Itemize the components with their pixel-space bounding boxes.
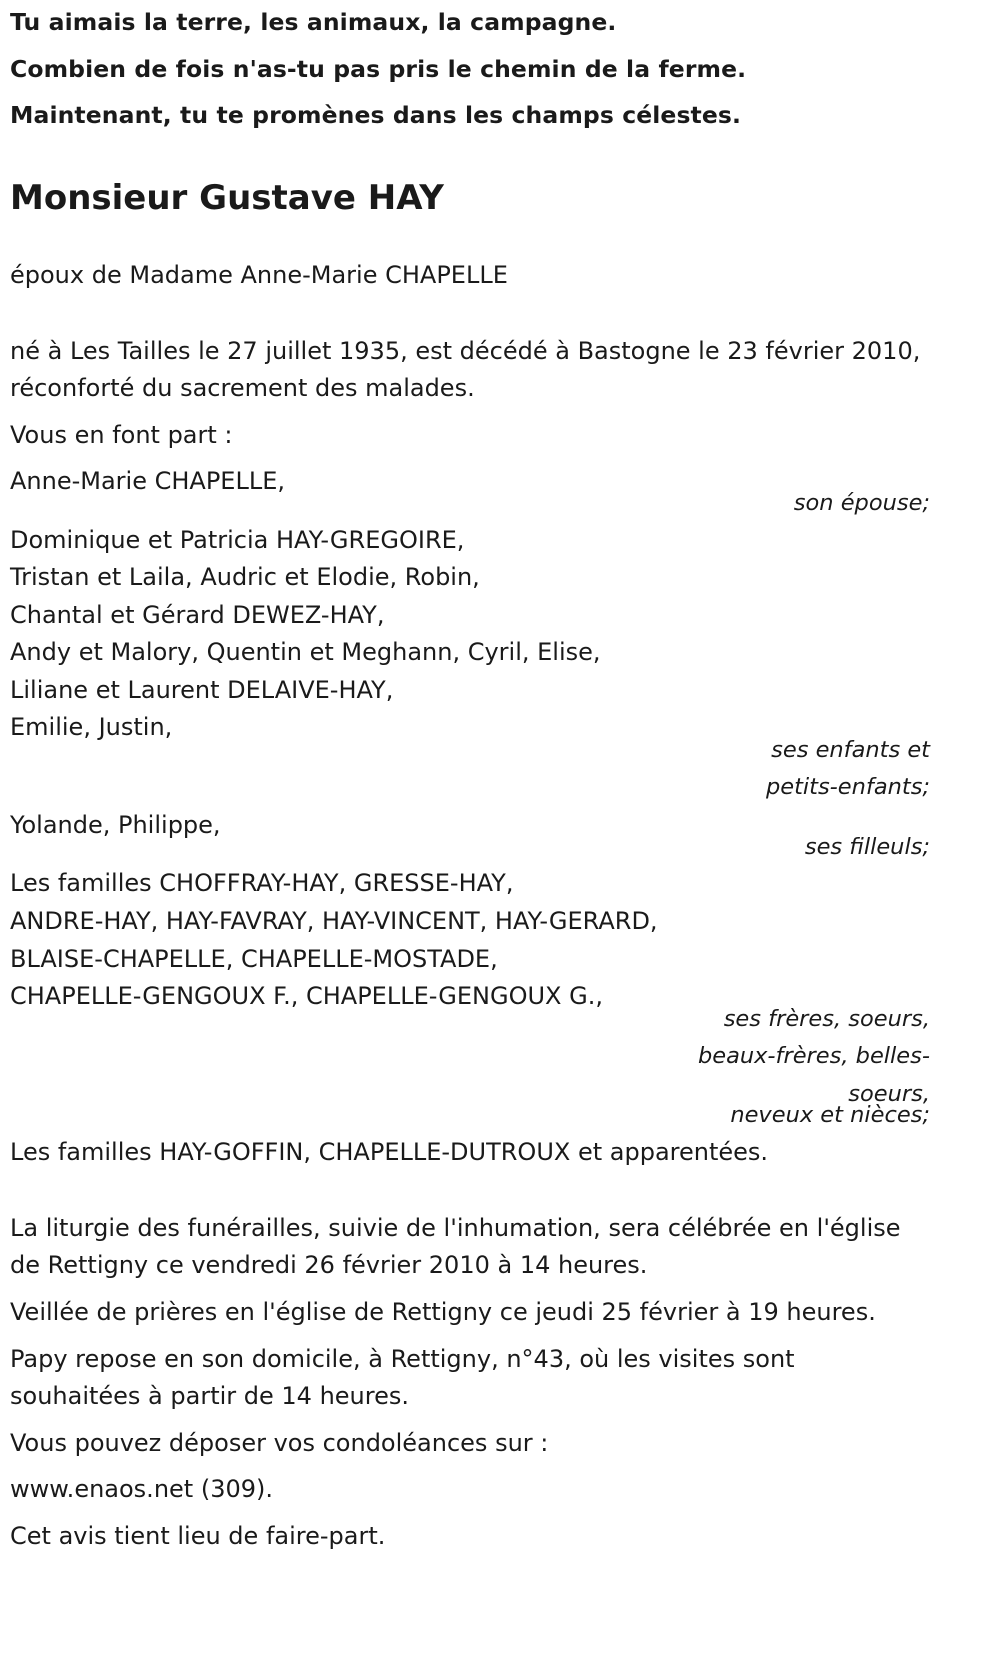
family-relation: beaux-frères, belles- bbox=[697, 1043, 930, 1069]
family-name-line: Chantal et Gérard DEWEZ-HAY, bbox=[10, 601, 385, 629]
family-name-line: Tristan et Laila, Audric et Elodie, Robin, bbox=[10, 563, 480, 591]
closing-line: Cet avis tient lieu de faire-part. bbox=[10, 1522, 386, 1550]
family-relation: son épouse; bbox=[793, 490, 930, 516]
rest-line: souhaitées à partir de 14 heures. bbox=[10, 1382, 409, 1410]
rest-line: Papy repose en son domicile, à Rettigny, n°43, où les visites sont bbox=[10, 1345, 795, 1373]
family-relation: ses filleuls; bbox=[804, 834, 930, 860]
liturgy-line: La liturgie des funérailles, suivie de l'inhumation, sera célébrée en l'église bbox=[10, 1214, 901, 1242]
family-name-line: Dominique et Patricia HAY-GREGOIRE, bbox=[10, 526, 465, 554]
family-name-line: Les familles CHOFFRAY-HAY, GRESSE-HAY, bbox=[10, 869, 514, 897]
birth-death-line: né à Les Tailles le 27 juillet 1935, est décédé à Bastogne le 23 février 2010, bbox=[10, 337, 921, 365]
liturgy-line: de Rettigny ce vendredi 26 février 2010 à 14 heures. bbox=[10, 1251, 648, 1279]
condolences-line: Vous pouvez déposer vos condoléances sur : bbox=[10, 1429, 549, 1457]
family-relation: ses frères, soeurs, bbox=[723, 1006, 930, 1032]
family-relation: neveux et nièces; bbox=[730, 1102, 930, 1128]
poem-line: Tu aimais la terre, les animaux, la campagne. bbox=[10, 8, 617, 36]
website-link[interactable]: www.enaos.net (309). bbox=[10, 1475, 273, 1503]
family-name-line: Yolande, Philippe, bbox=[10, 811, 221, 839]
family-name-line: CHAPELLE-GENGOUX F., CHAPELLE-GENGOUX G., bbox=[10, 982, 603, 1010]
poem-line: Maintenant, tu te promènes dans les champs célestes. bbox=[10, 101, 742, 129]
announcement-line: Vous en font part : bbox=[10, 421, 233, 449]
family-name-line: Andy et Malory, Quentin et Meghann, Cyril, Elise, bbox=[10, 638, 601, 666]
family-name-line: Liliane et Laurent DELAIVE-HAY, bbox=[10, 676, 394, 704]
family-relation: ses enfants et bbox=[771, 737, 930, 763]
related-families-line: Les familles HAY-GOFFIN, CHAPELLE-DUTROUX et apparentées. bbox=[10, 1138, 769, 1166]
family-name-line: Anne-Marie CHAPELLE, bbox=[10, 467, 286, 495]
deceased-name-title: Monsieur Gustave HAY bbox=[10, 178, 444, 218]
family-name-line: BLAISE-CHAPELLE, CHAPELLE-MOSTADE, bbox=[10, 945, 498, 973]
family-name-line: ANDRE-HAY, HAY-FAVRAY, HAY-VINCENT, HAY-GERARD, bbox=[10, 907, 658, 935]
family-relation: petits-enfants; bbox=[765, 774, 930, 800]
spouse-line: époux de Madame Anne-Marie CHAPELLE bbox=[10, 261, 508, 289]
poem-line: Combien de fois n'as-tu pas pris le chemin de la ferme. bbox=[10, 55, 747, 83]
family-name-line: Emilie, Justin, bbox=[10, 713, 173, 741]
vigil-line: Veillée de prières en l'église de Rettigny ce jeudi 25 février à 19 heures. bbox=[10, 1298, 876, 1326]
birth-death-line: réconforté du sacrement des malades. bbox=[10, 374, 475, 402]
family-relation: soeurs, bbox=[848, 1081, 930, 1107]
